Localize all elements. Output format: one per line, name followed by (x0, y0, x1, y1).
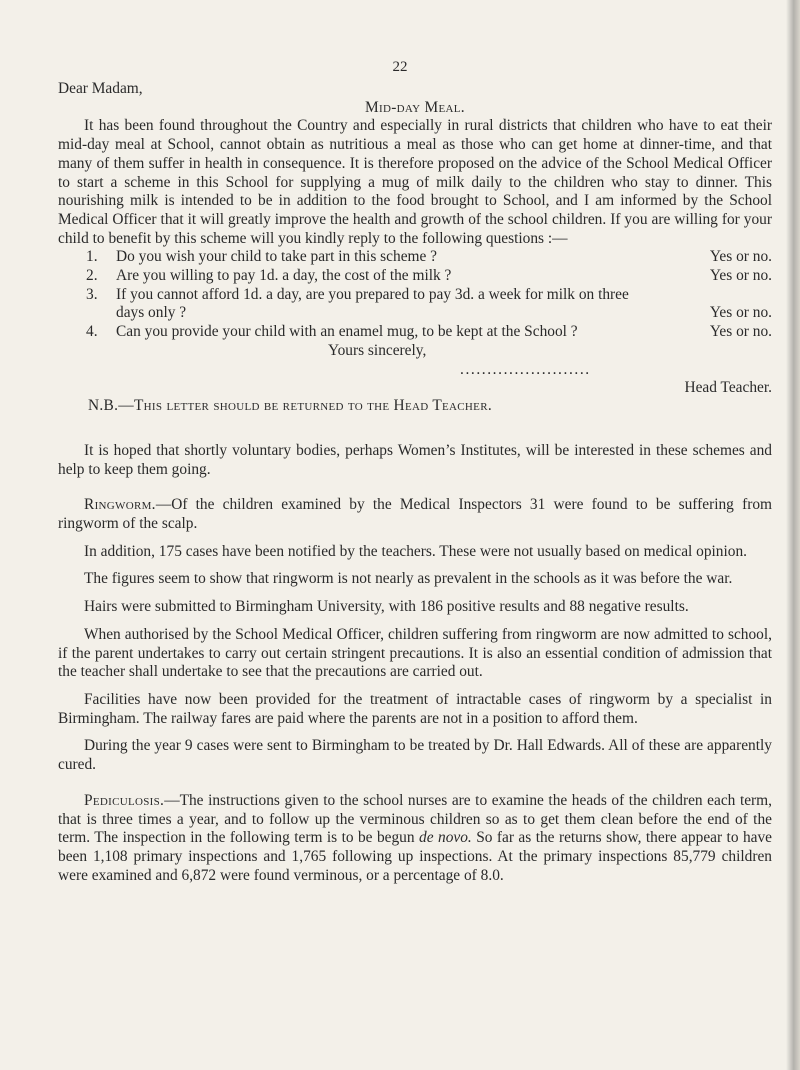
question-number: 3. (86, 285, 98, 303)
question-item (58, 248, 772, 267)
ringworm-heading: Ringworm. (84, 496, 156, 514)
question-answer: Yes or no. (709, 323, 772, 341)
ringworm-notified: In addition, 175 cases have been notified by the teachers. These were not usually based on medical opinion. (84, 542, 748, 560)
page-number: 22 (392, 59, 408, 75)
question-list (58, 248, 772, 342)
question-text: Can you provide your child with an enamel mug, to be kept at the School ? (116, 323, 578, 341)
question-number: 1. (86, 248, 98, 266)
question-text: Are you willing to pay 1d. a day, the cost of the milk ? (116, 267, 452, 285)
signatory: Head Teacher. (684, 378, 772, 396)
signature-line-row (58, 361, 772, 379)
pediculosis-text-2: So far as the returns show, there appear to have been 1,108 primary inspections and 1,765 following up inspections. At the primary inspections 85,779 children were examined and 6,872 were found verminous, or a percentage of 8.0. (58, 829, 773, 884)
question-item (58, 323, 772, 342)
pediculosis-italic: de novo. (419, 829, 472, 847)
question-answer: Yes or no. (709, 248, 772, 266)
ringworm-admission: When authorised by the School Medical Officer, children suffering from ringworm are now admitted to school, if the parent undertakes to carry out certain stringent precautions. It is also an essential condition of admission that the teacher shall undertake to see that the precautions are carried out. (58, 625, 772, 681)
pediculosis-heading: Pediculosis. (84, 791, 165, 809)
question-text: Do you wish your child to take part in this scheme ? (116, 248, 438, 266)
signature-dots: ........................ (460, 360, 591, 378)
ringworm-text: —Of the children examined by the Medical Inspectors 31 were found to be suffering from ringworm of the scalp. (58, 496, 772, 533)
ringworm-paragraph (58, 496, 772, 533)
nb-note: N.B.—This letter should be returned to the Head Teacher. (88, 397, 492, 415)
ringworm-hairs: Hairs were submitted to Birmingham University, with 186 positive results and 88 negative results. (84, 598, 689, 616)
question-item (58, 267, 772, 286)
question-answer: Yes or no. (709, 304, 772, 322)
letter-heading: Mid-day Meal. (365, 98, 465, 116)
salutation: Dear Madam, (58, 80, 143, 97)
ringworm-facilities: Facilities have now been provided for the treatment of intractable cases of ringworm by a specialist in Birmingham. The railway fares are paid where the parents are not in a position to afford them. (58, 690, 772, 727)
document-page (58, 58, 772, 885)
question-text: If you cannot afford 1d. a day, are you prepared to pay 3d. a week for milk on three days only ? (116, 285, 629, 322)
page-edge-shadow (786, 0, 800, 1070)
ringworm-prevalence: The figures seem to show that ringworm is not nearly as prevalent in the schools as it was before the war. (84, 570, 733, 588)
question-number: 4. (86, 323, 98, 341)
question-number: 2. (86, 267, 98, 285)
ringworm-cases: During the year 9 cases were sent to Birmingham to be treated by Dr. Hall Edwards. All of these are apparently cured. (58, 737, 772, 774)
letter-body: It has been found throughout the Country and especially in rural districts that children who have to eat their mid-day meal at School, cannot obtain as nutritious a meal as those who can get home at dinner-time, and that many of them suffer in health in consequence. It is therefore proposed on the advice of the School Medical Officer to start a scheme in this School for supplying a mug of milk daily to the children who stay to dinner. This nourishing milk is intended to be in addition to the food brought to School, and I am informed by the School Medical Officer that it will greatly improve the health and growth of the school children. If you are willing for your child to benefit by this scheme will you kindly reply to the following questions :— (58, 117, 772, 247)
pediculosis-paragraph (58, 792, 772, 886)
voluntary-paragraph: It is hoped that shortly voluntary bodies, perhaps Women’s Institutes, will be interested in these schemes and help to keep them going. (58, 441, 772, 478)
question-item (58, 286, 772, 323)
closing: Yours sincerely, (328, 341, 427, 359)
question-answer: Yes or no. (709, 267, 772, 285)
pediculosis-text: —The instructions given to the school nurses are to examine the heads of the children each term, that is three times a year, and to follow up the verminous children so as to get them clean before the end of the term. The inspection in the following term is to be begun (58, 791, 772, 847)
